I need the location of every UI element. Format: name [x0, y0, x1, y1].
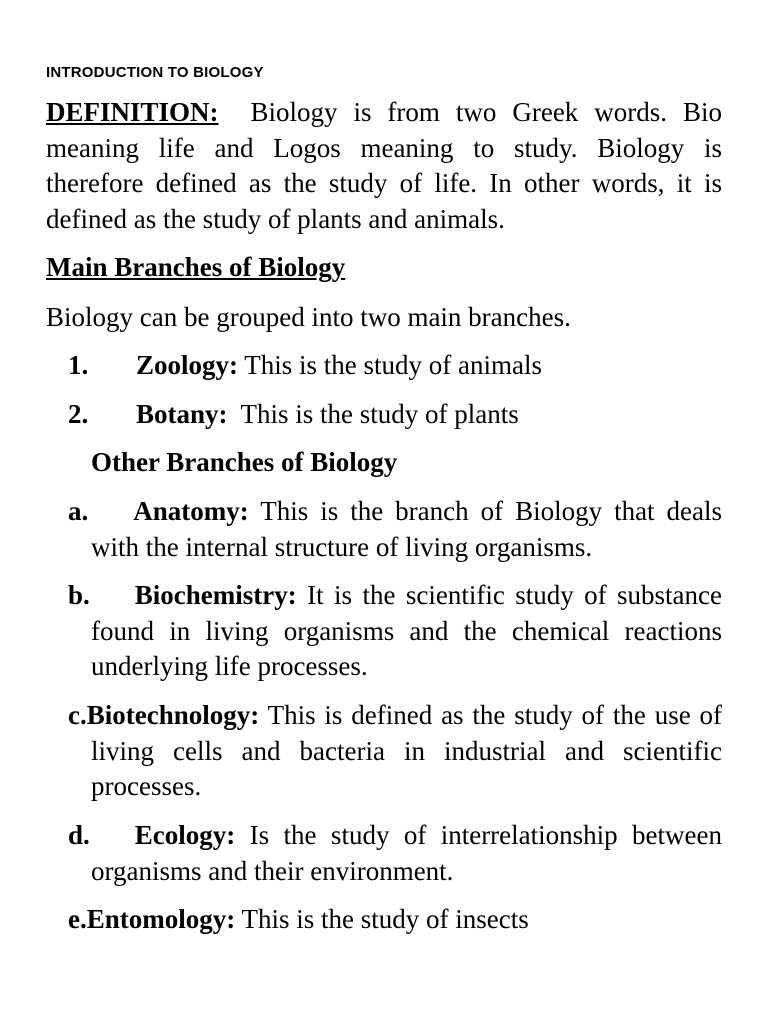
definition-label: DEFINITION: [46, 97, 219, 127]
other-branch-item-entomology [68, 902, 722, 938]
main-branches-heading: Main Branches of Biology [46, 252, 346, 282]
item-number: 1. [68, 350, 89, 380]
item-letter: d. [68, 820, 90, 850]
item-term: Entomology: [86, 904, 236, 934]
item-term: Zoology: [136, 350, 239, 380]
item-text: It is the scientific study of substance found in living organisms and the chemical reactions underlying life processes. [91, 580, 722, 681]
item-letter: c. [68, 700, 87, 730]
other-branches-heading: Other Branches of Biology [91, 447, 398, 477]
item-text: Is the study of interrelationship between organisms and their environment. [91, 820, 722, 886]
item-term: Botany: [136, 399, 228, 429]
item-term: Biochemistry: [134, 580, 297, 610]
other-branch-item-ecology [68, 818, 722, 889]
item-term: Anatomy: [133, 496, 249, 526]
item-letter: b. [68, 580, 90, 610]
item-letter: e. [68, 904, 87, 934]
item-text: This is the study of insects [241, 904, 529, 934]
definition-text: Biology is from two Greek words. Bio meaning life and Logos meaning to study. Biology is therefore defined as the study of life. In other words, it is defined as the study of plants and animals. [46, 97, 722, 234]
item-number: 2. [68, 399, 89, 429]
item-term: Ecology: [134, 820, 236, 850]
item-term: Biotechnology: [86, 700, 260, 730]
item-text: This is the branch of Biology that deals with the internal structure of living organisms. [91, 496, 723, 562]
other-branch-item-anatomy [68, 494, 722, 565]
item-text: This is the study of animals [244, 350, 543, 380]
document-title: INTRODUCTION TO BIOLOGY [46, 64, 264, 81]
other-branch-item-biochemistry [68, 578, 722, 685]
item-text: This is defined as the study of the use of living cells and bacteria in industrial and scientific processes. [91, 700, 723, 801]
item-letter: a. [68, 496, 89, 526]
other-branch-item-biotechnology [68, 698, 722, 805]
definition-paragraph [46, 95, 722, 237]
item-text: This is the study of plants [240, 399, 519, 429]
main-branches-intro: Biology can be grouped into two main branches. [46, 302, 571, 332]
main-branch-item-botany [68, 397, 722, 432]
main-branch-item-zoology [68, 348, 722, 383]
